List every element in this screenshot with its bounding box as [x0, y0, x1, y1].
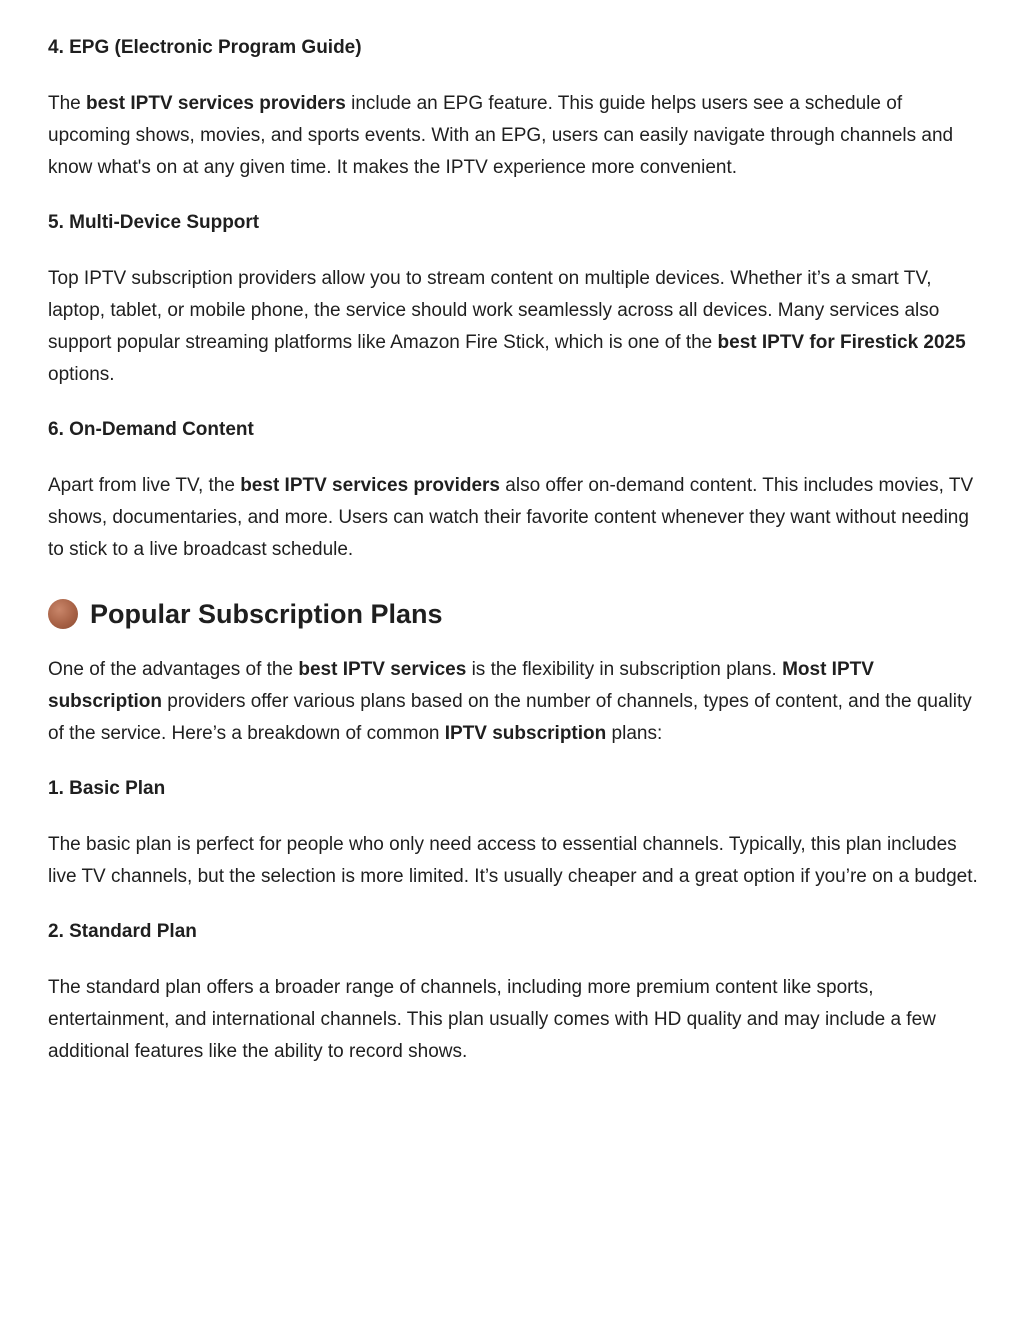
epg-heading: 4. EPG (Electronic Program Guide)	[48, 37, 362, 58]
epg-text: The	[48, 93, 87, 114]
plans-section-title-text: Popular Subscription Plans	[90, 599, 443, 629]
multi-device-keyword: best IPTV for Firestick 2025	[717, 332, 966, 353]
on-demand-text: Apart from live TV, the	[48, 475, 241, 496]
standard-plan-heading: 2. Standard Plan	[48, 921, 197, 942]
brown-circle-icon	[48, 599, 78, 629]
epg-paragraph	[48, 88, 978, 184]
plans-intro-keyword: IPTV subscription	[444, 723, 607, 744]
plans-intro-keyword: Most IPTV subscription	[48, 659, 874, 712]
on-demand-text: also offer on-demand content. This includes movies, TV shows, documentaries, and more. Users can watch their favorite content whenever they want without needing to stick to a live broadcast schedule.	[48, 475, 974, 560]
on-demand-heading: 6. On-Demand Content	[48, 419, 254, 440]
on-demand-paragraph	[48, 470, 978, 566]
plans-intro-text: is the flexibility in subscription plans.	[466, 659, 783, 680]
plans-intro-keyword: best IPTV services	[298, 659, 467, 680]
on-demand-keyword: best IPTV services providers	[240, 475, 500, 496]
epg-keyword: best IPTV services providers	[86, 93, 346, 114]
basic-plan-heading: 1. Basic Plan	[48, 778, 166, 799]
epg-text: include an EPG feature. This guide helps users see a schedule of upcoming shows, movies, and sports events. With an EPG, users can easily navigate through channels and know what's on at any given time. It makes the IPTV experience more convenient.	[48, 93, 954, 178]
multi-device-heading: 5. Multi-Device Support	[48, 212, 260, 233]
multi-device-text: options.	[48, 364, 115, 385]
plans-intro-paragraph	[48, 654, 978, 750]
plans-intro-text: One of the advantages of the	[48, 659, 299, 680]
standard-plan-paragraph: The standard plan offers a broader range of channels, including more premium content like sports, entertainment, and international channels. This plan usually comes with HD quality and may include a few additional features like the ability to record shows.	[48, 977, 936, 1062]
basic-plan-paragraph: The basic plan is perfect for people who only need access to essential channels. Typically, this plan includes live TV channels, but the selection is more limited. It’s usually cheaper and a great option if you’re on a budget.	[48, 834, 978, 887]
multi-device-text: Top IPTV subscription providers allow you to stream content on multiple devices. Whether it’s a smart TV, laptop, tablet, or mobile phone, the service should work seamlessly across all devices. Many services also support popular streaming platforms like Amazon Fire Stick, which is one of the	[48, 268, 940, 353]
plans-section-title	[48, 596, 978, 632]
plans-intro-text: providers offer various plans based on the number of channels, types of content, and the quality of the service. Here’s a breakdown of common	[48, 691, 972, 744]
plans-intro-text: plans:	[606, 723, 663, 744]
multi-device-paragraph	[48, 263, 978, 391]
document-page	[48, 36, 978, 1068]
